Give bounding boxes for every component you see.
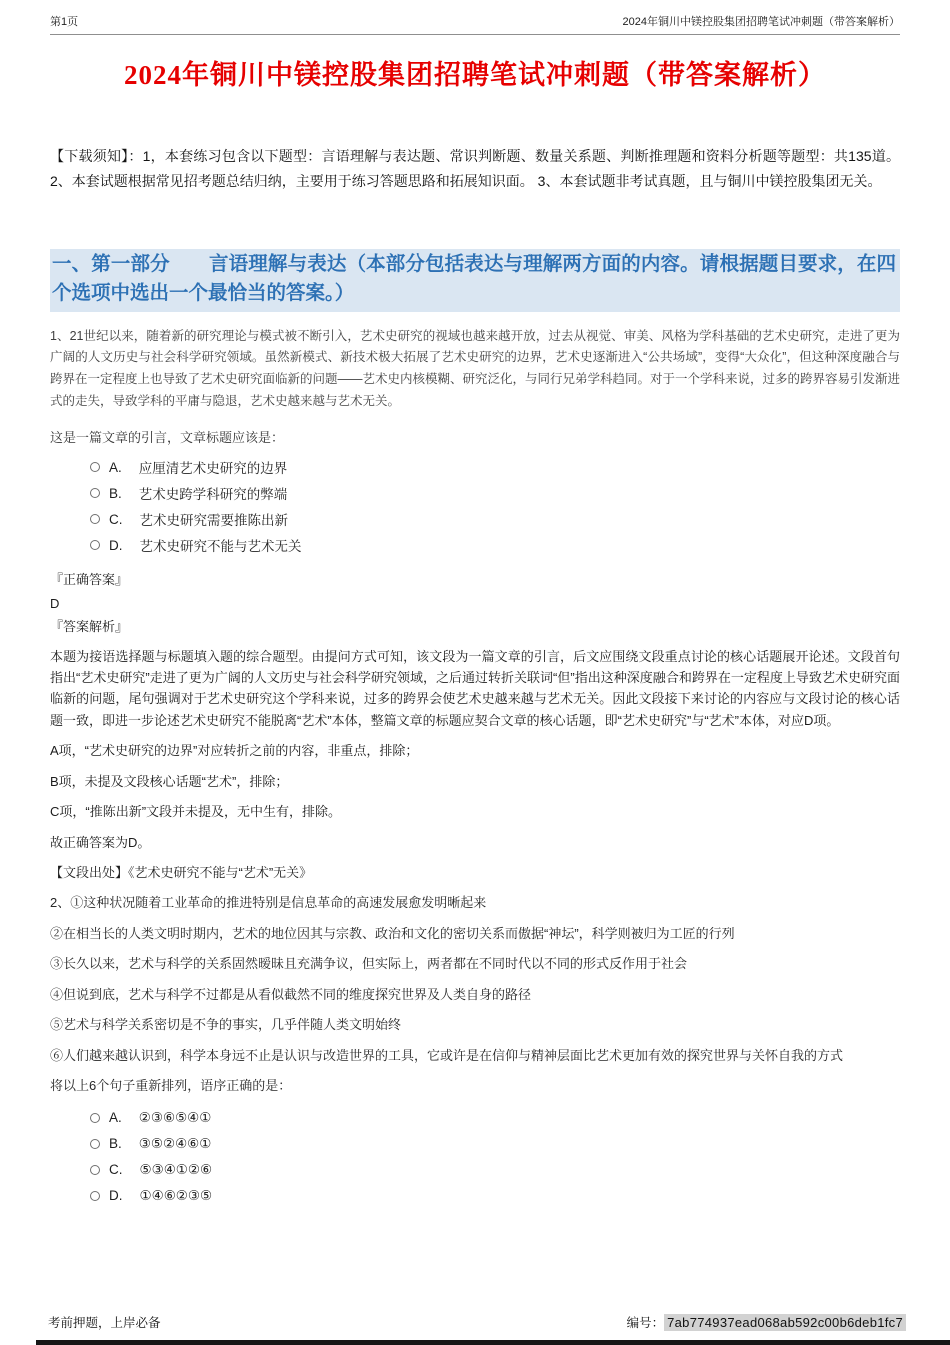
footer-code: 7ab774937ead068ab592c00b6deb1fc7 (664, 1314, 906, 1331)
option-label: C. (109, 1162, 123, 1177)
radio-icon[interactable] (90, 1165, 100, 1175)
header-doc-title: 2024年铜川中镁控股集团招聘笔试冲刺题（带答案解析） (622, 16, 900, 28)
q1-prompt: 这是一篇文章的引言，文章标题应该是： (50, 430, 285, 445)
q1-option-row-b[interactable] (90, 480, 900, 506)
q1-stem: 1、21世纪以来，随着新的研究理论与模式被不断引入，艺术史研究的视域也越来越开放，过去从视觉、审美、风格为学科基础的艺术史研究，走进了更为广阔的人文历史与社会科学研究领域。虽然新模式、新技术极大拓展了艺术史研究的边界，艺术史逐渐进入“公共场域”，变得“大众化”，但这种深度融合与跨界在一定程度上也导致了艺术史研究面临新的问题——艺术史内核模糊、研究泛化，与同行兄弟学科趋同。对于一个学科来说，过多的跨界容易引发渐进式的走失，导致学科的平庸与隐退，艺术史越来越与艺术无关。 (50, 328, 901, 409)
q2-sentence: ⑥人们越来越认识到，科学本身远不止是认识与改造世界的工具，它或许是在信仰与精神层面比艺术更加有效的探究世界与关怀自我的方式 (50, 1047, 844, 1063)
option-label: A. (109, 1110, 122, 1125)
analysis-label: 『答案解析』 (50, 619, 129, 634)
q2-prompt: 将以上6个句子重新排列，语序正确的是： (50, 1078, 292, 1094)
radio-icon[interactable] (90, 462, 100, 472)
bottom-edge-bar (36, 1340, 950, 1345)
page-header (50, 0, 900, 29)
correct-answer-label: 『正确答案』 (50, 572, 129, 587)
header-rule (50, 34, 900, 35)
option-text: ③⑤②④⑥① (138, 1135, 212, 1151)
correct-answer-value: D (50, 595, 60, 611)
option-label: A. (109, 459, 122, 475)
radio-icon[interactable] (90, 488, 100, 498)
page-footer (48, 1313, 906, 1331)
q1-option-row-d[interactable] (90, 532, 900, 558)
radio-icon[interactable] (90, 514, 100, 524)
page-title: 2024年铜川中镁控股集团招聘笔试冲刺题（带答案解析） (124, 60, 826, 90)
q2-sentence: ③长久以来，艺术与科学的关系固然暧昧且充满争议，但实际上，两者都在不同时代以不同的形式反作用于社会 (50, 956, 688, 972)
option-text: ①④⑥②③⑤ (139, 1187, 213, 1203)
option-text: 艺术史研究需要推陈出新 (139, 513, 288, 528)
passage-source: 【文段出处】《艺术史研究不能与“艺术”无关》 (50, 865, 313, 880)
q2-option-row-c[interactable] (90, 1157, 900, 1183)
q2-option-row-d[interactable] (90, 1183, 900, 1209)
radio-icon[interactable] (90, 540, 100, 550)
analysis-point-a: A项，“艺术史研究的边界”对应转折之前的内容，非重点，排除； (50, 743, 419, 759)
option-label: C. (109, 511, 123, 527)
q2-option-row-a[interactable] (90, 1105, 900, 1131)
q1-options (50, 454, 900, 558)
option-text: 应厘清艺术史研究的边界 (138, 461, 288, 476)
option-text: 艺术史研究不能与艺术无关 (139, 539, 302, 554)
q2-sentence: ④但说到底，艺术与科学不过都是从看似截然不同的维度探究世界及人类自身的路径 (50, 986, 532, 1002)
analysis-point-c: C项，“推陈出新”文段并未提及，无中生有，排除。 (50, 804, 342, 820)
radio-icon[interactable] (90, 1191, 100, 1201)
q2-sentence: ②在相当长的人类文明时期内，艺术的地位因其与宗教、政治和文化的密切关系而傲据“神坛”，科学则被归为工匠的行列 (50, 925, 735, 941)
section-heading: 一、第一部分 言语理解与表达（本部分包括表达与理解两方面的内容。请根据题目要求，在四个选项中选出一个最恰当的答案。） (50, 249, 900, 312)
q2-options (50, 1105, 900, 1209)
radio-icon[interactable] (90, 1113, 100, 1123)
footer-code-wrap (627, 1313, 906, 1331)
option-label: D. (109, 1188, 123, 1203)
q1-option-row-c[interactable] (90, 506, 900, 532)
footer-code-label: 编号： (626, 1316, 665, 1330)
option-text: 艺术史跨学科研究的弊端 (138, 487, 288, 502)
q2-sentence: 2、①这种状况随着工业革命的推进特别是信息革命的高速发展愈发明晰起来 (50, 895, 487, 911)
q2-option-row-b[interactable] (90, 1131, 900, 1157)
option-text: ②③⑥⑤④① (138, 1109, 212, 1125)
option-label: D. (109, 537, 123, 553)
page-number: 第1页 (50, 16, 79, 28)
analysis-point-b: B项，未提及文段核心话题“艺术”，排除； (50, 773, 289, 789)
analysis-conclusion: 故正确答案为D。 (50, 834, 151, 850)
analysis-paragraph: 本题为接语选择题与标题填入题的综合题型。由提问方式可知，该文段为一篇文章的引言，后文应围绕文段重点讨论的核心话题展开论述。文段首句指出“艺术史研究”走进了更为广阔的人文历史与社会科学研究领域，之后通过转折关联词“但”指出这种深度融合和跨界在一定程度上导致艺术史研究面临新的问题，尾句强调对于艺术史研究这个学科来说，过多的跨界会使艺术史越来越与艺术无关。因此文段接下来讨论的内容应与文段讨论的核心话题一致，即进一步论述艺术史研究不能脱离“艺术”本体，整篇文章的标题应契合文章的核心话题，即“艺术史研究”与“艺术”本体，对应D项。 (50, 648, 900, 728)
download-notice: 【下载须知】：1，本套练习包含以下题型：言语理解与表达题、常识判断题、数量关系题、判断推理题和资料分析题等题型：共135道。2、本套试题根据常见招考题总结归纳，主要用于练习答题思路和拓展知识面。 3、本套试题非考试真题，且与铜川中镁控股集团无关。 (50, 148, 900, 189)
radio-icon[interactable] (90, 1139, 100, 1149)
q1-option-row-a[interactable] (90, 454, 900, 480)
option-label: B. (109, 1136, 122, 1151)
footer-slogan: 考前押题，上岸必备 (48, 1316, 161, 1330)
option-label: B. (109, 485, 122, 501)
option-text: ⑤③④①②⑥ (139, 1161, 213, 1177)
q2-sentence: ⑤艺术与科学关系密切是不争的事实，几乎伴随人类文明始终 (50, 1017, 402, 1033)
